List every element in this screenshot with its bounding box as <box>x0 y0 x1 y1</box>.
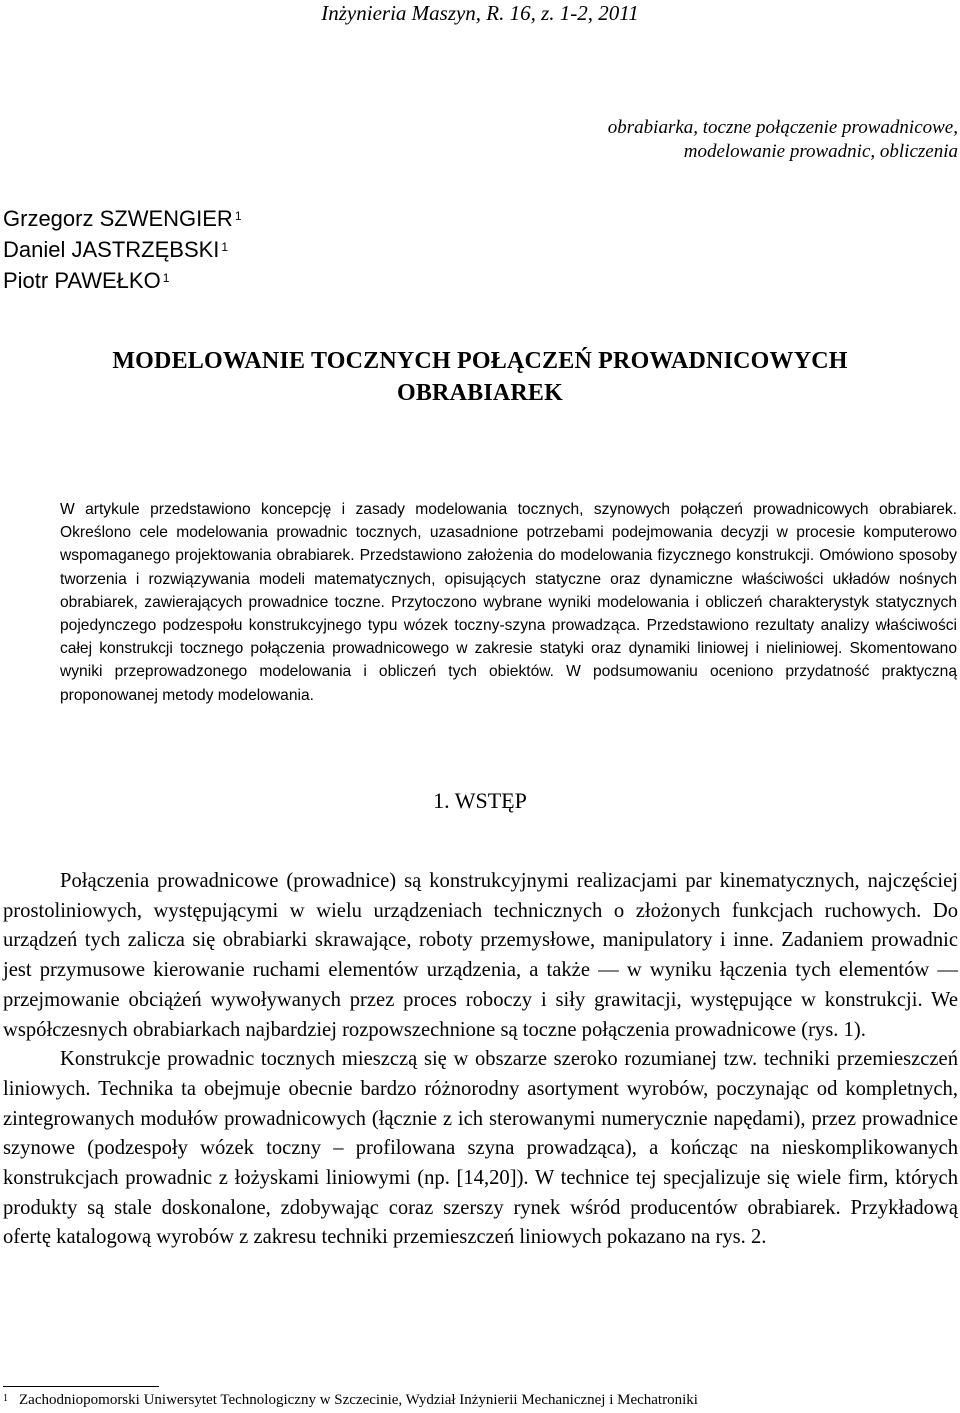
author <box>3 203 242 234</box>
keywords-line: obrabiarka, toczne połączenie prowadnicowe, <box>607 117 958 138</box>
paragraph: Połączenia prowadnicowe (prowadnice) są konstrukcyjnymi realizacjami par kinematycznych, najczęściej prostoliniowych, występującymi w wielu urządzeniach technicznych o złożonych funkcjach ruchowych. Do urządzeń tych zalicza się obrabiarki skrawające, roboty przemysłowe, manipulatory i inne. Zadaniem prowadnic jest przymusowe kierowanie ruchami elementów urządzenia, a także — w wyniku łączenia tych elementów — przejmowanie obciążeń wywoływanych przez proces roboczy i siły grawitacji, występujące w konstrukcji. We współczesnych obrabiarkach najbardziej rozpowszechnione są toczne połączenia prowadnicowe (rys. 1). <box>3 870 958 1041</box>
author-name: Piotr PAWEŁKO <box>3 268 161 293</box>
keywords-line: modelowanie prowadnic, obliczenia <box>683 141 958 162</box>
author <box>3 265 242 296</box>
paper-title <box>0 345 960 409</box>
keywords <box>438 116 958 164</box>
affiliation-mark: 1 <box>221 240 229 254</box>
author-list <box>3 203 242 296</box>
affiliation-mark: 1 <box>234 209 242 223</box>
author-name: Grzegorz SZWENGIER <box>3 206 233 231</box>
paragraph: Konstrukcje prowadnic tocznych mieszczą się w obszarze szeroko rozumianej tzw. techniki przemieszczeń liniowych. Technika ta obejmuje obecnie bardzo różnorodny asortyment wyrobów, poczynając od kompletnych, zintegrowanych modułów prowadnicowych (łącznie z ich sterowanymi numerycznie napędami), przez prowadnice szynowe (podzespoły wózek toczny – profilowana szyna prowadząca), a kończąc na nieskomplikowanych konstrukcjach prowadnic z łożyskami liniowymi (np. [14,20]). W technice tej specjalizuje się wiele firm, których produkty są stale doskonalone, zdobywając coraz szerszy rynek wśród producentów obrabiarek. Przykładową ofertę katalogową wyrobów z zakresu techniki przemieszczeń liniowych pokazano na rys. 2. <box>3 1048 958 1249</box>
footnote-text: Zachodniopomorski Uniwersytet Technologiczny w Szczecinie, Wydział Inżynierii Mechanicznej i Mechatroniki <box>19 1392 698 1408</box>
abstract: W artykule przedstawiono koncepcję i zasady modelowania tocznych, szynowych połączeń prowadnicowych obrabiarek. Określono cele modelowania prowadnic tocznych, uzasadnione potrzebami podejmowania decyzji w procesie komputerowo wspomaganego projektowania obrabiarek. Przedstawiono założenia do modelowania fizycznego konstrukcji. Omówiono sposoby tworzenia i rozwiązywania modeli matematycznych, opisujących statyczne oraz dynamiczne właściwości układów nośnych obrabiarek, zawierających prowadnice toczne. Przytoczono wybrane wyniki modelowania i obliczeń charakterystyk statycznych pojedynczego podzespołu konstrukcyjnego typu wózek toczny-szyna prowadząca. Przedstawiono rezultaty analizy właściwości całej konstrukcji tocznego połączenia prowadnicowego w zakresie statyki oraz dynamiki liniowej i nieliniowej. Skomentowano wyniki przeprowadzonego modelowania i obliczeń tych obiektów. W podsumowaniu oceniono przydatność praktyczną proponowanej metody modelowania. <box>60 501 957 704</box>
author <box>3 234 242 265</box>
body-text <box>3 867 958 1253</box>
section-heading: 1. WSTĘP <box>433 788 527 813</box>
journal-header: Inżynieria Maszyn, R. 16, z. 1-2, 2011 <box>321 1 639 25</box>
title-line: OBRABIAREK <box>396 380 564 406</box>
affiliation-mark: 1 <box>162 271 170 285</box>
author-name: Daniel JASTRZĘBSKI <box>3 237 220 262</box>
footnote-mark: 1 <box>3 1393 8 1404</box>
footnote-divider <box>3 1386 159 1387</box>
title-line: MODELOWANIE TOCZNYCH POŁĄCZEŃ PROWADNICOWYCH <box>112 348 848 374</box>
footnote <box>3 1390 958 1410</box>
